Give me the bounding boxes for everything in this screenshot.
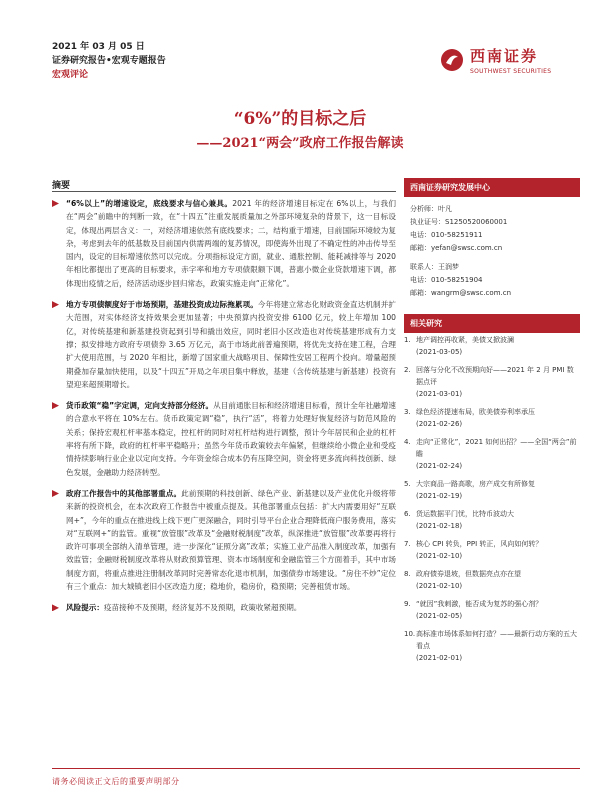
- related-text: 政府债券退坡，但数据亮点亦在望: [416, 570, 521, 578]
- related-num: 1.: [404, 336, 411, 344]
- contact-email[interactable]: 邮箱：yefan@swsc.com.cn: [410, 244, 503, 252]
- related-num: 3.: [404, 408, 411, 416]
- related-item[interactable]: [404, 436, 580, 472]
- related-date: (2021-02-24): [416, 462, 463, 470]
- summary-bullet: [52, 487, 396, 593]
- related-item[interactable]: [404, 628, 580, 664]
- bullet-lead: 风险提示：: [66, 603, 104, 613]
- related-item[interactable]: [404, 538, 580, 562]
- related-date: (2021-03-01): [416, 390, 463, 398]
- summary-bullet: [52, 601, 396, 614]
- contact-line: 电话：010-58251911: [410, 231, 483, 239]
- related-date: (2021-02-18): [416, 522, 463, 530]
- footer-disclaimer: 请务必阅读正文后的重要声明部分: [52, 777, 180, 786]
- bullet-text: 2021 年的经济增速目标定在 6%以上，与我们在“两会”前瞻中的判断一致，在“十四五”注重发展质量加之外部环境复杂的背景下，这一目标设定，体现出两层含义：一，对经济增速依然有底线要求；二，结构重于增速，目前国际环境较为复杂，考虑到去年的低基数及目前国内供需两端的复苏情况，即使海外出现了不确定性的冲击传导至国内，设定的目标增速依然可以完成。分项指标设定方面，就业、通胀控制、能耗减排等与 2020 年相比都提出了更高的目标要求，赤字率和地方专项债限额下调，普惠小微企业贷款增速下调，都体现出疫情之后，经济活动逐步回归常态，政策实施走向“正常化”。: [66, 199, 396, 288]
- related-item[interactable]: [404, 568, 580, 592]
- research-center-box: [404, 178, 580, 300]
- bullet-arrow-icon: [52, 490, 59, 497]
- summary-heading: 摘要: [52, 181, 71, 191]
- related-research-title: 相关研究: [404, 314, 580, 333]
- bullet-text: 从目前通胀目标和经济增速目标看，预计全年社融增速的合意水平将在 10%左右。货币政策定调“稳”，执行“活”，将着力处理好恢复经济与防范风险的关系；保持宏观杠杆率基本稳定，控杠杆的同时对杠杆结构进行调整，预计今年居民和企业的杠杆率将有所下降，政府的杠杆率平稳略升；虽然今年货币政策较去年偏紧，但继续给小微企业和受疫情持续影响行业企业以定向支持。今年资金综合成本仍有压降空间，资金将更多流向科技创新、绿色发展，金融助力经济转型。: [66, 401, 396, 477]
- related-text: 货运数据平门忧，比特币波动大: [416, 510, 514, 518]
- report-date: 2021 年 03 月 05 日: [52, 42, 145, 52]
- report-subtitle: ——2021“两会”政府工作报告解读: [196, 136, 404, 151]
- related-research-list: [404, 334, 580, 670]
- contact-line: 分析师：叶凡: [410, 205, 452, 213]
- related-text: 大宗商品一路高歌，房产成交有所修复: [416, 480, 535, 488]
- summary-bullet: [52, 399, 396, 479]
- related-num: 9.: [404, 600, 411, 608]
- bullet-arrow-icon: [52, 301, 59, 308]
- related-num: 8.: [404, 570, 411, 578]
- logo-name-en: SOUTHWEST SECURITIES: [470, 68, 552, 75]
- bullet-lead: 货币政策“稳”字定调，定向支持部分经济。: [66, 401, 214, 411]
- research-center-title: 西南证券研究发展中心: [404, 178, 580, 197]
- summary-bullet: [52, 298, 396, 391]
- contact-line: 执业证号：S1250520060001: [410, 218, 508, 226]
- footer-divider: [52, 768, 580, 769]
- related-item[interactable]: [404, 508, 580, 532]
- analyst-contacts: [404, 197, 580, 300]
- related-item[interactable]: [404, 598, 580, 622]
- bullet-arrow-icon: [52, 604, 59, 611]
- related-date: (2021-02-01): [416, 654, 463, 662]
- report-type: 证券研究报告•宏观专题报告: [52, 56, 166, 66]
- related-text: 走向“正常化”，2021 如何出招？——全国“两会”前瞻: [416, 438, 577, 458]
- contact-email[interactable]: 邮箱：wangrm@swsc.com.cn: [410, 289, 512, 297]
- bullet-lead: “6%以上”的增速设定，底线要求与信心兼具。: [66, 199, 233, 208]
- bullet-text: 此前预期的科技创新、绿色产业、新基建以及产业优化升级将带来新的投资机会，在本次政府工作报告中被重点提及。其他部署重点包括：扩大内需要用好“互联网+”，今年的重点在推进线上线下更广更深融合，同时引导平台企业合理降低商户服务费用，落实对“互联网+”的监管。重视“放管服”改革及“金融财税制度”改革，纵深推进“放管服”改革要再将行政许可事项全部纳入清单管理，进一步深化“证照分离”改革；实施工业产品准入制度改革，加强有效监管；金融财税制度改革将从财政预算管理、资本市场制度和金融监管三个方面着手，其中市场制度方面，将重点推进注册制改革同时完善常态化退市机制，加强债券市场建设。“房住不炒”定位有三个重点：加大城镇老旧小区改造力度；稳地价，稳房价，稳预期；完善租赁市场。: [66, 488, 397, 592]
- related-text: 绿色经济提速布局，欧美债券利率承压: [416, 408, 535, 416]
- bullet-lead: 政府工作报告中的其他部署重点。: [66, 488, 182, 498]
- related-num: 7.: [404, 540, 411, 548]
- related-item[interactable]: [404, 364, 580, 400]
- bullet-text: 今年将建立常态化财政资金直达机制并扩大范围，对实体经济支持效果会更加显著；中央预算内投资安排 6100 亿元，较上年增加 100 亿，对传统基建和新基建投资起到引导和撬出效应，同时老旧小区改造也对传统基建形成有力支撑；拟安排地方政府专项债券 3.65 万亿元，高于市场此前普遍预期，将优先支持在建工程，合理扩大使用范围，与 2020 年相比，新增了国家重大战略项目、保障性安居工程两个投向。增量超预期叠加存量加快使用，以及“十四五”开局之年项目集中释放，基建（含传统基建与新基建）投资有望迎来超预期增长。: [66, 300, 396, 389]
- related-num: 5.: [404, 480, 411, 488]
- related-date: (2021-02-10): [416, 552, 463, 560]
- related-text: 核心 CPI 转负，PPI 转正，风向如何转？: [416, 540, 543, 548]
- bullet-lead: 地方专项债额度好于市场预期，基建投资成边际拖累项。: [66, 300, 258, 310]
- related-num: 2.: [404, 366, 411, 374]
- header-meta: [52, 40, 166, 82]
- related-item[interactable]: [404, 406, 580, 430]
- contact-line: 联系人：王润梦: [410, 263, 459, 271]
- related-num: 6.: [404, 510, 411, 518]
- summary-divider: [52, 191, 396, 192]
- bullet-arrow-icon: [52, 200, 59, 207]
- bullet-arrow-icon: [52, 402, 59, 409]
- company-logo: [440, 40, 570, 80]
- related-item[interactable]: [404, 334, 580, 358]
- related-text: 地产调控再收紧，美债又掀波澜: [416, 336, 514, 344]
- bullet-text: 疫苗接种不及预期，经济复苏不及预期，政策收紧超预期。: [103, 603, 302, 613]
- related-date: (2021-02-19): [416, 492, 463, 500]
- related-date: (2021-02-05): [416, 612, 463, 620]
- related-date: (2021-02-10): [416, 582, 463, 590]
- report-title: “6%”的目标之后: [233, 109, 367, 129]
- related-date: (2021-03-05): [416, 348, 463, 356]
- summary-bullets: [52, 197, 396, 623]
- related-text: “就因”我刺激，能否成为复苏的强心剂？: [416, 600, 543, 608]
- related-text: 高标准市场体系如何打造？——最新行动方案的五大看点: [416, 630, 577, 650]
- related-num: 4.: [404, 438, 411, 446]
- logo-name-cn: 西南证券: [470, 47, 539, 65]
- report-category: 宏观评论: [52, 70, 89, 80]
- contact-line: 电话：010-58251904: [410, 276, 483, 284]
- summary-bullet: [52, 197, 396, 290]
- related-num: 10.: [404, 630, 416, 638]
- related-text: 回落与分化不改预期向好——2021 年 2 月 PMI 数据点评: [416, 366, 574, 386]
- logo-mark-icon: [440, 48, 464, 72]
- related-item[interactable]: [404, 478, 580, 502]
- related-date: (2021-02-26): [416, 420, 463, 428]
